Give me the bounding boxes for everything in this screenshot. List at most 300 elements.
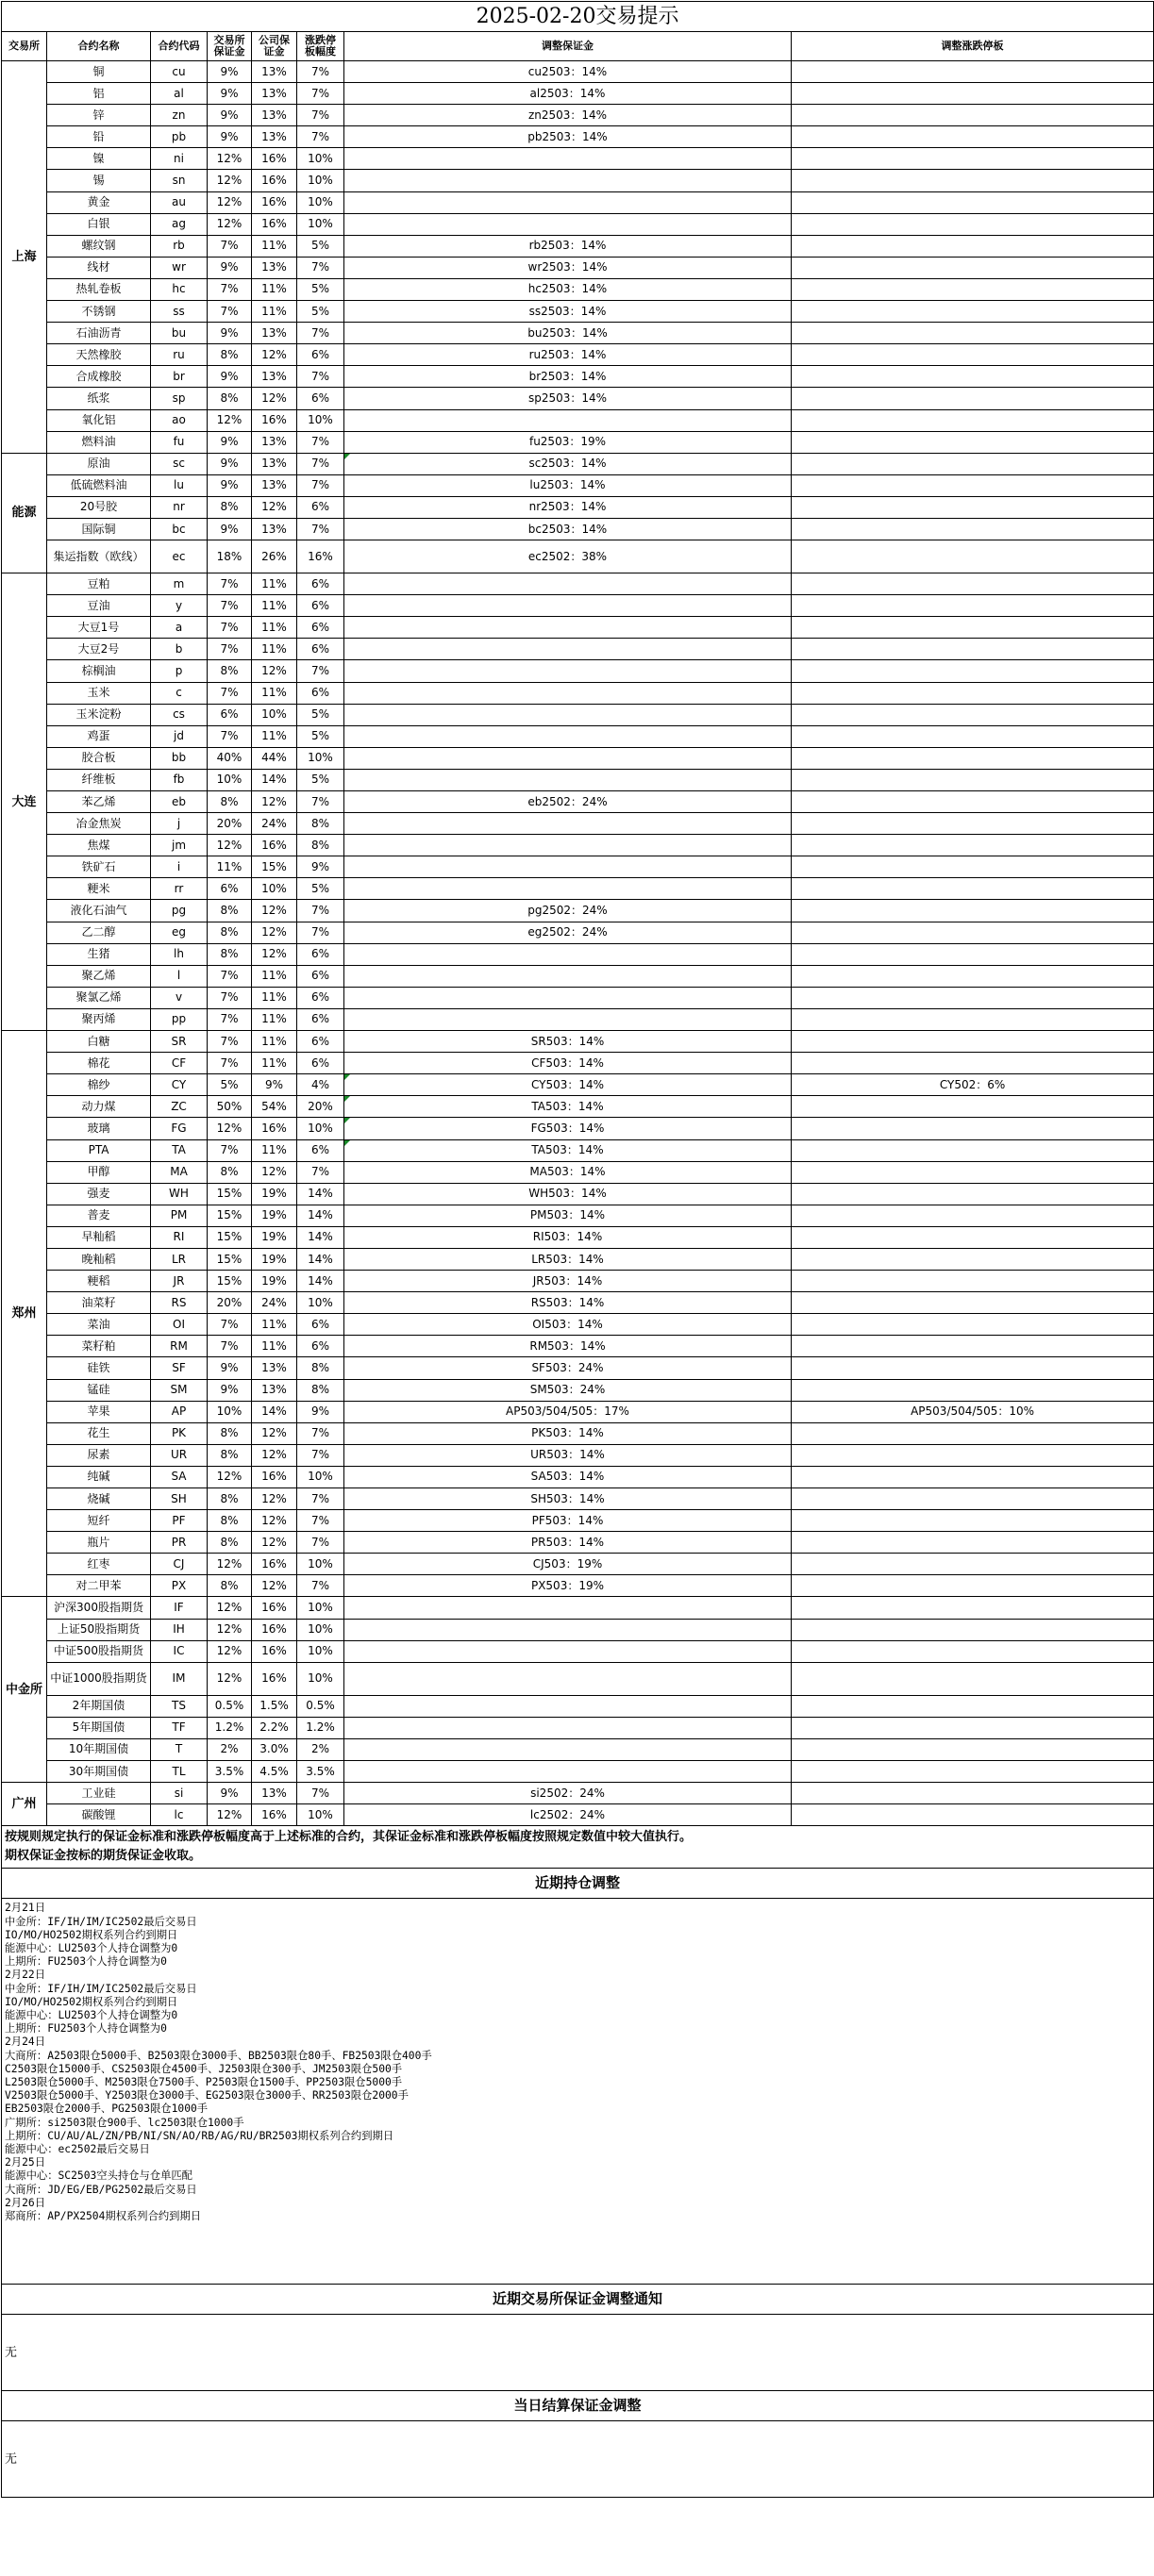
exchange-margin-cell: 8%: [208, 1510, 252, 1532]
table-row: [2, 235, 1154, 257]
position-line: L2503限仓5000手、M2503限仓7500手、P2503限仓1500手、PP2503限仓5000手: [5, 2075, 403, 2088]
adjusted-margin-cell: [344, 1640, 792, 1662]
company-margin-cell: 11%: [252, 987, 297, 1008]
price-limit-cell: 10%: [297, 170, 344, 191]
position-line: EB2503限仓2000手、PG2503限仓1000手: [5, 2102, 209, 2116]
rule-note-2: 期权保证金按标的期货保证金收取。: [5, 1849, 202, 1864]
table-row: [2, 595, 1154, 617]
contract-code-cell: WH: [151, 1183, 208, 1205]
margin-table: [1, 1, 1154, 2498]
exchange-margin-cell: 8%: [208, 791, 252, 813]
adjusted-margin-cell: [344, 191, 792, 213]
adjusted-limit-cell: [792, 301, 1154, 323]
table-row: [2, 900, 1154, 922]
company-margin-cell: 11%: [252, 965, 297, 987]
table-row: [2, 1292, 1154, 1314]
adjusted-limit-cell: [792, 813, 1154, 835]
table-row: [2, 1738, 1154, 1760]
company-margin-cell: 12%: [252, 1532, 297, 1554]
exchange-margin-cell: 11%: [208, 856, 252, 878]
contract-name-cell: 冶金焦炭: [47, 813, 151, 835]
adjusted-limit-cell: [792, 791, 1154, 813]
table-row: [2, 1597, 1154, 1619]
company-margin-cell: 13%: [252, 431, 297, 453]
contract-name-cell: 聚丙烯: [47, 1008, 151, 1030]
exchange-margin-cell: 9%: [208, 366, 252, 388]
price-limit-cell: 10%: [297, 1597, 344, 1619]
adjusted-margin-cell: lu2503：14%: [344, 474, 792, 496]
adjusted-margin-cell: AP503/504/505：17%: [344, 1401, 792, 1422]
adjusted-margin-cell: PK503：14%: [344, 1422, 792, 1444]
contract-code-cell: l: [151, 965, 208, 987]
company-margin-cell: 12%: [252, 660, 297, 682]
exchange-margin-cell: 18%: [208, 540, 252, 573]
table-row: [2, 835, 1154, 856]
adjusted-limit-cell: [792, 1804, 1154, 1826]
price-limit-cell: 6%: [297, 388, 344, 409]
adjusted-margin-cell: SH503：14%: [344, 1488, 792, 1510]
price-limit-cell: 7%: [297, 126, 344, 148]
contract-code-cell: OI: [151, 1314, 208, 1336]
company-margin-cell: 13%: [252, 105, 297, 126]
contract-name-cell: 对二甲苯: [47, 1575, 151, 1597]
exchange-margin-cell: 8%: [208, 496, 252, 518]
price-limit-cell: 10%: [297, 1554, 344, 1575]
table-row: [2, 213, 1154, 235]
table-row: [2, 1401, 1154, 1422]
table-row: [2, 1804, 1154, 1826]
adjusted-margin-cell: SF503：24%: [344, 1357, 792, 1379]
contract-code-cell: pb: [151, 126, 208, 148]
contract-name-cell: 热轧卷板: [47, 278, 151, 300]
exchange-margin-cell: 6%: [208, 704, 252, 725]
header-exchange-margin: 交易所保证金: [208, 32, 252, 61]
adjusted-margin-cell: LR503：14%: [344, 1248, 792, 1270]
contract-name-cell: 碳酸锂: [47, 1804, 151, 1826]
table-row: [2, 813, 1154, 835]
adjusted-margin-cell: RM503：14%: [344, 1336, 792, 1357]
contract-name-cell: 鸡蛋: [47, 725, 151, 747]
header-adjusted-margin: 调整保证金: [344, 32, 792, 61]
price-limit-cell: 7%: [297, 83, 344, 105]
price-limit-cell: 6%: [297, 617, 344, 639]
adjusted-limit-cell: [792, 1783, 1154, 1804]
table-row: [2, 1640, 1154, 1662]
company-margin-cell: 1.5%: [252, 1695, 297, 1717]
adjusted-limit-cell: [792, 725, 1154, 747]
contract-name-cell: 铝: [47, 83, 151, 105]
price-limit-cell: 9%: [297, 856, 344, 878]
contract-name-cell: 镍: [47, 148, 151, 170]
exchange-margin-cell: 9%: [208, 1379, 252, 1401]
adjusted-margin-cell: CF503：14%: [344, 1053, 792, 1074]
exchange-margin-cell: 7%: [208, 573, 252, 595]
contract-name-cell: 胶合板: [47, 747, 151, 769]
contract-code-cell: pp: [151, 1008, 208, 1030]
price-limit-cell: 8%: [297, 835, 344, 856]
table-row: [2, 1271, 1154, 1292]
table-row: [2, 639, 1154, 660]
price-limit-cell: 6%: [297, 943, 344, 965]
adjusted-limit-cell: [792, 148, 1154, 170]
company-margin-cell: 12%: [252, 900, 297, 922]
price-limit-cell: 7%: [297, 1488, 344, 1510]
exchange-margin-cell: 5%: [208, 1074, 252, 1096]
contract-code-cell: SH: [151, 1488, 208, 1510]
table-row: [2, 191, 1154, 213]
contract-code-cell: IH: [151, 1619, 208, 1640]
price-limit-cell: 8%: [297, 1379, 344, 1401]
adjusted-margin-cell: [344, 965, 792, 987]
adjusted-limit-cell: [792, 835, 1154, 856]
contract-name-cell: 中证500股指期货: [47, 1640, 151, 1662]
exchange-margin-cell: 40%: [208, 747, 252, 769]
contract-code-cell: LR: [151, 1248, 208, 1270]
exchange-margin-cell: 12%: [208, 213, 252, 235]
contract-name-cell: 沪深300股指期货: [47, 1597, 151, 1619]
position-line: 中金所：IF/IH/IM/IC2502最后交易日: [5, 1982, 197, 1995]
contract-name-cell: 甲醇: [47, 1161, 151, 1183]
adjusted-margin-cell: PF503：14%: [344, 1510, 792, 1532]
contract-code-cell: y: [151, 595, 208, 617]
adjusted-limit-cell: [792, 1738, 1154, 1760]
table-row: [2, 301, 1154, 323]
price-limit-cell: 14%: [297, 1271, 344, 1292]
price-limit-cell: 6%: [297, 1008, 344, 1030]
adjusted-limit-cell: [792, 1532, 1154, 1554]
adjusted-limit-cell: [792, 126, 1154, 148]
price-limit-cell: 6%: [297, 965, 344, 987]
table-row: [2, 704, 1154, 725]
contract-name-cell: 玻璃: [47, 1118, 151, 1139]
table-row: [2, 1422, 1154, 1444]
contract-code-cell: AP: [151, 1401, 208, 1422]
table-row: [2, 1161, 1154, 1183]
contract-code-cell: ni: [151, 148, 208, 170]
table-row: [2, 1444, 1154, 1466]
company-margin-cell: 13%: [252, 257, 297, 278]
contract-name-cell: 玉米: [47, 682, 151, 704]
table-row: [2, 1096, 1154, 1118]
exchange-cell: 大连: [2, 573, 47, 1031]
position-line: 能源中心：LU2503个人持仓调整为0: [5, 1941, 178, 1954]
header-contract-code: 合约代码: [151, 32, 208, 61]
adjusted-margin-cell: MA503：14%: [344, 1161, 792, 1183]
adjusted-margin-cell: [344, 704, 792, 725]
contract-name-cell: 铁矿石: [47, 856, 151, 878]
contract-code-cell: bc: [151, 518, 208, 540]
table-row: [2, 61, 1154, 83]
company-margin-cell: 11%: [252, 1008, 297, 1030]
contract-code-cell: PM: [151, 1205, 208, 1226]
exchange-cell: 中金所: [2, 1597, 47, 1783]
price-limit-cell: 6%: [297, 595, 344, 617]
price-limit-cell: 7%: [297, 1444, 344, 1466]
exchange-margin-cell: 9%: [208, 1357, 252, 1379]
price-limit-cell: 14%: [297, 1205, 344, 1226]
exchange-margin-cell: 8%: [208, 1575, 252, 1597]
contract-code-cell: m: [151, 573, 208, 595]
table-row: [2, 388, 1154, 409]
table-row: [2, 409, 1154, 431]
table-row: [2, 1183, 1154, 1205]
company-margin-cell: 11%: [252, 725, 297, 747]
company-margin-cell: 12%: [252, 1161, 297, 1183]
exchange-margin-cell: 12%: [208, 1118, 252, 1139]
contract-code-cell: CJ: [151, 1554, 208, 1575]
contract-code-cell: TL: [151, 1761, 208, 1783]
exchange-margin-cell: 7%: [208, 965, 252, 987]
adjusted-limit-cell: [792, 1139, 1154, 1161]
adjusted-margin-cell: sc2503：14%: [344, 453, 792, 474]
table-row: [2, 366, 1154, 388]
contract-code-cell: sc: [151, 453, 208, 474]
adjusted-margin-cell: SA503：14%: [344, 1466, 792, 1487]
company-margin-cell: 11%: [252, 1336, 297, 1357]
company-margin-cell: 15%: [252, 856, 297, 878]
adjusted-limit-cell: [792, 453, 1154, 474]
exchange-margin-cell: 8%: [208, 900, 252, 922]
adjusted-margin-cell: [344, 213, 792, 235]
price-limit-cell: 0.5%: [297, 1695, 344, 1717]
adjusted-limit-cell: [792, 83, 1154, 105]
table-row: [2, 856, 1154, 878]
table-row: [2, 1761, 1154, 1783]
contract-name-cell: 瓶片: [47, 1532, 151, 1554]
position-section-content: [2, 1899, 1154, 2285]
contract-name-cell: 大豆2号: [47, 639, 151, 660]
company-margin-cell: 16%: [252, 1597, 297, 1619]
company-margin-cell: 12%: [252, 496, 297, 518]
position-line: 2月22日: [5, 1969, 45, 1982]
company-margin-cell: 16%: [252, 1804, 297, 1826]
exchange-margin-cell: 10%: [208, 769, 252, 790]
adjusted-limit-cell: [792, 639, 1154, 660]
table-row: [2, 943, 1154, 965]
contract-name-cell: 国际铜: [47, 518, 151, 540]
exchange-margin-cell: 12%: [208, 835, 252, 856]
contract-name-cell: 白糖: [47, 1031, 151, 1053]
price-limit-cell: 6%: [297, 1031, 344, 1053]
contract-code-cell: eg: [151, 922, 208, 943]
contract-name-cell: 20号胶: [47, 496, 151, 518]
company-margin-cell: 16%: [252, 1466, 297, 1487]
exchange-margin-cell: 7%: [208, 278, 252, 300]
contract-code-cell: RI: [151, 1226, 208, 1248]
company-margin-cell: 19%: [252, 1271, 297, 1292]
contract-code-cell: sn: [151, 170, 208, 191]
exchange-margin-cell: 10%: [208, 1401, 252, 1422]
adjusted-limit-cell: [792, 1008, 1154, 1030]
adjusted-margin-cell: al2503：14%: [344, 83, 792, 105]
contract-name-cell: 5年期国债: [47, 1717, 151, 1738]
contract-name-cell: 石油沥青: [47, 323, 151, 344]
exchange-margin-cell: 7%: [208, 1053, 252, 1074]
exchange-margin-cell: 9%: [208, 126, 252, 148]
adjusted-margin-cell: zn2503：14%: [344, 105, 792, 126]
contract-code-cell: eb: [151, 791, 208, 813]
exchange-margin-cell: 6%: [208, 878, 252, 900]
price-limit-cell: 7%: [297, 474, 344, 496]
exchange-margin-cell: 1.2%: [208, 1717, 252, 1738]
contract-code-cell: TA: [151, 1139, 208, 1161]
contract-name-cell: 晚籼稻: [47, 1248, 151, 1270]
adjusted-limit-cell: [792, 1031, 1154, 1053]
price-limit-cell: 7%: [297, 660, 344, 682]
price-limit-cell: 6%: [297, 344, 344, 366]
company-margin-cell: 12%: [252, 1510, 297, 1532]
contract-name-cell: 棉花: [47, 1053, 151, 1074]
exchange-margin-cell: 7%: [208, 1139, 252, 1161]
adjusted-margin-cell: [344, 617, 792, 639]
header-adjusted-limit: 调整涨跌停板: [792, 32, 1154, 61]
contract-name-cell: PTA: [47, 1139, 151, 1161]
price-limit-cell: 6%: [297, 1314, 344, 1336]
contract-code-cell: rr: [151, 878, 208, 900]
adjusted-margin-cell: [344, 878, 792, 900]
contract-name-cell: 粳米: [47, 878, 151, 900]
exchange-margin-cell: 15%: [208, 1248, 252, 1270]
contract-code-cell: fu: [151, 431, 208, 453]
contract-code-cell: nr: [151, 496, 208, 518]
table-row: [2, 1031, 1154, 1053]
adjusted-limit-cell: [792, 1554, 1154, 1575]
contract-name-cell: 锡: [47, 170, 151, 191]
table-row: [2, 323, 1154, 344]
price-limit-cell: 7%: [297, 1161, 344, 1183]
price-limit-cell: 10%: [297, 1804, 344, 1826]
contract-code-cell: ZC: [151, 1096, 208, 1118]
table-row: [2, 1336, 1154, 1357]
position-line: 大商所：JD/EG/EB/PG2502最后交易日: [5, 2183, 197, 2196]
adjusted-limit-cell: [792, 747, 1154, 769]
position-line: IO/MO/HO2502期权系列合约到期日: [5, 1995, 178, 2008]
exchange-margin-cell: 7%: [208, 1008, 252, 1030]
company-margin-cell: 16%: [252, 1118, 297, 1139]
position-line: 上期所：CU/AU/AL/ZN/PB/NI/SN/AO/RB/AG/RU/BR2503期权系列合约到期日: [5, 2129, 394, 2142]
table-row: [2, 257, 1154, 278]
adjusted-limit-cell: [792, 1314, 1154, 1336]
table-row: [2, 878, 1154, 900]
contract-name-cell: 普麦: [47, 1205, 151, 1226]
company-margin-cell: 11%: [252, 278, 297, 300]
adjusted-limit-cell: [792, 1761, 1154, 1783]
exchange-margin-cell: 9%: [208, 518, 252, 540]
adjusted-margin-cell: bc2503：14%: [344, 518, 792, 540]
price-limit-cell: 10%: [297, 1662, 344, 1695]
adjusted-margin-cell: [344, 1619, 792, 1640]
exchange-notice-title: 近期交易所保证金调整通知: [2, 2285, 1154, 2315]
adjusted-margin-cell: PX503：19%: [344, 1575, 792, 1597]
adjusted-margin-cell: lc2502：24%: [344, 1804, 792, 1826]
contract-code-cell: au: [151, 191, 208, 213]
exchange-margin-cell: 50%: [208, 1096, 252, 1118]
company-margin-cell: 13%: [252, 474, 297, 496]
table-row: [2, 1008, 1154, 1030]
adjusted-margin-cell: WH503：14%: [344, 1183, 792, 1205]
adjusted-limit-cell: [792, 1640, 1154, 1662]
contract-name-cell: 尿素: [47, 1444, 151, 1466]
contract-name-cell: 铜: [47, 61, 151, 83]
exchange-margin-cell: 7%: [208, 725, 252, 747]
contract-name-cell: 强麦: [47, 1183, 151, 1205]
adjusted-margin-cell: SM503：24%: [344, 1379, 792, 1401]
contract-name-cell: 硅铁: [47, 1357, 151, 1379]
price-limit-cell: 7%: [297, 366, 344, 388]
price-limit-cell: 6%: [297, 639, 344, 660]
contract-name-cell: 短纤: [47, 1510, 151, 1532]
exchange-margin-cell: 12%: [208, 1619, 252, 1640]
adjusted-limit-cell: [792, 1271, 1154, 1292]
table-row: [2, 1314, 1154, 1336]
company-margin-cell: 14%: [252, 769, 297, 790]
company-margin-cell: 12%: [252, 344, 297, 366]
exchange-margin-cell: 9%: [208, 431, 252, 453]
table-row: [2, 170, 1154, 191]
company-margin-cell: 10%: [252, 878, 297, 900]
adjusted-limit-cell: [792, 1357, 1154, 1379]
contract-code-cell: br: [151, 366, 208, 388]
contract-code-cell: SM: [151, 1379, 208, 1401]
contract-code-cell: JR: [151, 1271, 208, 1292]
adjusted-margin-cell: CY503：14%: [344, 1074, 792, 1096]
contract-name-cell: 生猪: [47, 943, 151, 965]
adjusted-margin-cell: hc2503：14%: [344, 278, 792, 300]
adjusted-limit-cell: [792, 1662, 1154, 1695]
contract-name-cell: 燃料油: [47, 431, 151, 453]
header-contract-name: 合约名称: [47, 32, 151, 61]
company-margin-cell: 10%: [252, 704, 297, 725]
contract-name-cell: 油菜籽: [47, 1292, 151, 1314]
contract-code-cell: MA: [151, 1161, 208, 1183]
contract-name-cell: 粳稻: [47, 1271, 151, 1292]
table-row: [2, 965, 1154, 987]
contract-code-cell: lh: [151, 943, 208, 965]
adjusted-margin-cell: ru2503：14%: [344, 344, 792, 366]
exchange-margin-cell: 12%: [208, 1466, 252, 1487]
company-margin-cell: 13%: [252, 366, 297, 388]
adjusted-limit-cell: [792, 1619, 1154, 1640]
adjusted-limit-cell: [792, 1379, 1154, 1401]
adjusted-margin-cell: [344, 1662, 792, 1695]
adjusted-limit-cell: [792, 518, 1154, 540]
adjusted-limit-cell: [792, 769, 1154, 790]
contract-code-cell: al: [151, 83, 208, 105]
exchange-margin-cell: 15%: [208, 1271, 252, 1292]
contract-name-cell: 铅: [47, 126, 151, 148]
exchange-margin-cell: 7%: [208, 1336, 252, 1357]
exchange-margin-cell: 15%: [208, 1183, 252, 1205]
price-limit-cell: 7%: [297, 453, 344, 474]
contract-code-cell: RM: [151, 1336, 208, 1357]
exchange-margin-cell: 12%: [208, 148, 252, 170]
company-margin-cell: 11%: [252, 1031, 297, 1053]
position-line: 2月26日: [5, 2196, 45, 2209]
contract-code-cell: j: [151, 813, 208, 835]
adjusted-margin-cell: [344, 1597, 792, 1619]
contract-name-cell: 天然橡胶: [47, 344, 151, 366]
price-limit-cell: 6%: [297, 1139, 344, 1161]
contract-code-cell: i: [151, 856, 208, 878]
company-margin-cell: 13%: [252, 1357, 297, 1379]
exchange-margin-cell: 9%: [208, 83, 252, 105]
adjusted-margin-cell: nr2503：14%: [344, 496, 792, 518]
exchange-margin-cell: 7%: [208, 987, 252, 1008]
table-row: [2, 1619, 1154, 1640]
company-margin-cell: 19%: [252, 1205, 297, 1226]
company-margin-cell: 16%: [252, 835, 297, 856]
adjusted-limit-cell: CY502：6%: [792, 1074, 1154, 1096]
